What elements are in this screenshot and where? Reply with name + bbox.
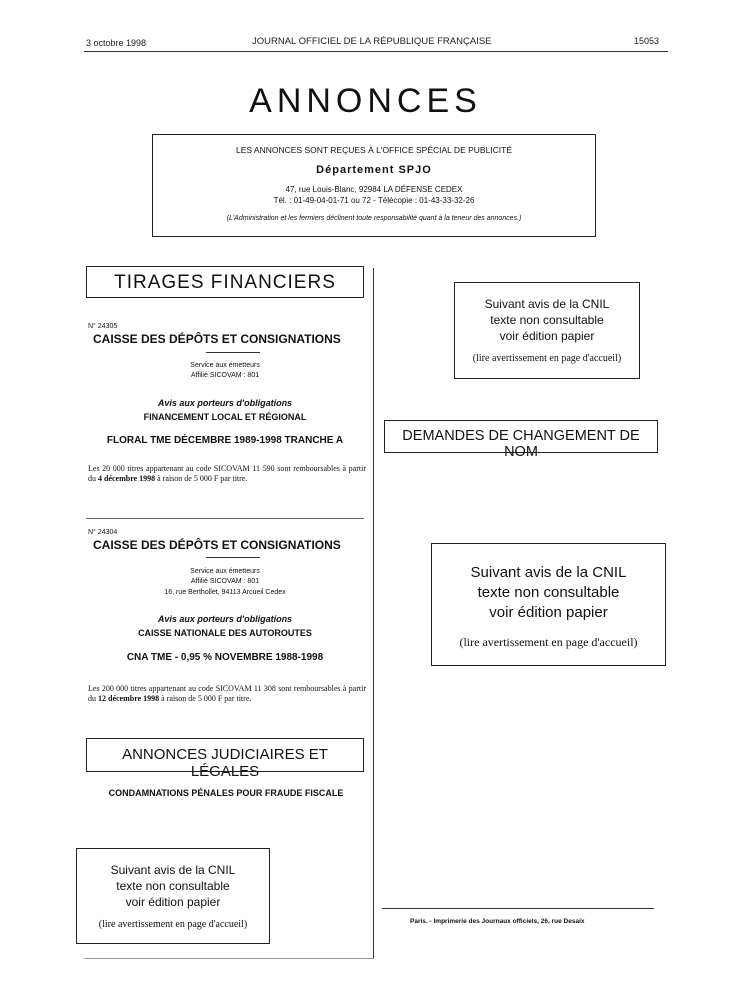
notice-body-b: à raison de 5 000 F par titre. xyxy=(157,474,248,483)
notice-rule xyxy=(206,557,260,558)
notice-subject: FINANCEMENT LOCAL ET RÉGIONAL xyxy=(143,412,307,422)
header-rule xyxy=(84,51,668,52)
office-address: 47, rue Louis-Blanc, 92984 LA DÉFENSE CEDEX xyxy=(285,185,463,194)
cnil-line: voir édition papier xyxy=(125,895,221,909)
page-title: ANNONCES xyxy=(249,82,482,120)
footer-printer: Paris. - Imprimerie des Journaux officiels, 26, rue Desaix xyxy=(410,918,585,925)
cnil-line: voir édition papier xyxy=(489,604,608,621)
office-phone: Tél. : 01-49-04-01-71 ou 72 - Télécopie : 01-43-33-32-26 xyxy=(273,196,475,205)
notice-number: N° 24304 xyxy=(88,529,118,536)
cnil-line: Suivant avis de la CNIL xyxy=(484,297,610,311)
cnil-note: (lire avertissement en page d'accueil) xyxy=(472,353,622,364)
notice-rule xyxy=(206,352,260,353)
judiciaires-subheading: CONDAMNATIONS PÉNALES POUR FRAUDE FISCALE xyxy=(108,788,344,798)
notice-org: CAISSE DES DÉPÔTS ET CONSIGNATIONS xyxy=(93,538,341,552)
cnil-line: texte non consultable xyxy=(477,584,620,601)
notice-service: Service aux émetteurs xyxy=(190,568,260,575)
cnil-line: Suivant avis de la CNIL xyxy=(470,564,627,581)
footer-rule xyxy=(382,908,654,909)
notice-number: N° 24305 xyxy=(88,323,118,330)
notice-body-b: à raison de 5 000 F par titre. xyxy=(161,694,252,703)
notice-body xyxy=(88,464,366,484)
cnil-line: voir édition papier xyxy=(499,329,595,343)
header-date: 3 octobre 1998 xyxy=(86,38,147,48)
notice-body-date: 12 décembre 1998 xyxy=(98,694,160,703)
cnil-line: Suivant avis de la CNIL xyxy=(110,863,236,877)
notice-service: Service aux émetteurs xyxy=(190,362,260,369)
notice-avis: Avis aux porteurs d'obligations xyxy=(157,398,293,408)
judiciaires-heading-text: ANNONCES JUDICIAIRES ET LÉGALES xyxy=(122,746,328,780)
section-heading-tirages xyxy=(86,266,364,298)
cnil-line: texte non consultable xyxy=(116,879,230,893)
office-box xyxy=(152,134,596,237)
header-journal: JOURNAL OFFICIEL DE LA RÉPUBLIQUE FRANÇAISE xyxy=(252,36,492,47)
notice-avis: Avis aux porteurs d'obligations xyxy=(157,614,293,624)
notice-body xyxy=(88,684,366,704)
bottom-rule xyxy=(84,958,374,959)
header-page: 15053 xyxy=(634,36,660,46)
column-divider xyxy=(373,268,374,958)
notice-issue: FLORAL TME DÉCEMBRE 1989-1998 TRANCHE A xyxy=(106,435,344,446)
office-line: LES ANNONCES SONT REÇUES À L'OFFICE SPÉCIAL DE PUBLICITÉ xyxy=(235,145,513,155)
notice-body-a: Les 20 000 titres appartenant au code SICOVAM 11 590 sont remboursables à partir du xyxy=(88,464,366,483)
cnil-notice-box xyxy=(454,282,640,379)
notice-body-a: Les 200 000 titres appartenant au code SICOVAM 11 308 sont remboursables à partir du xyxy=(88,684,366,703)
notice-body-date: 4 décembre 1998 xyxy=(98,474,156,483)
tirages-heading-text: TIRAGES FINANCIERS xyxy=(114,272,336,293)
notice-affiliation: Affilié SICOVAM : 801 xyxy=(190,578,260,585)
notice-separator xyxy=(86,518,364,519)
office-disclaimer: (L'Administration et les fermiers déclinent toute responsabilité quant à la teneur des annonces.) xyxy=(226,215,522,222)
notice-affiliation: Affilié SICOVAM : 801 xyxy=(190,372,260,379)
demandes-heading-text: DEMANDES DE CHANGEMENT DE NOM xyxy=(402,428,640,460)
cnil-line: texte non consultable xyxy=(490,313,604,327)
section-heading-judiciaires xyxy=(86,738,364,780)
notice-issue: CNA TME - 0,95 % NOVEMBRE 1988-1998 xyxy=(126,652,324,663)
office-department: Département SPJO xyxy=(316,164,432,176)
notice-org: CAISSE DES DÉPÔTS ET CONSIGNATIONS xyxy=(93,332,341,346)
notice-address: 16, rue Berthollet, 94113 Arcueil Cedex xyxy=(164,589,286,596)
cnil-note: (lire avertissement en page d'accueil) xyxy=(98,919,248,930)
notice-subject: CAISSE NATIONALE DES AUTOROUTES xyxy=(138,628,312,638)
cnil-notice-box xyxy=(431,543,666,666)
cnil-note: (lire avertissement en page d'accueil) xyxy=(459,635,638,649)
cnil-notice-box xyxy=(76,848,270,944)
section-heading-demandes xyxy=(384,420,658,460)
